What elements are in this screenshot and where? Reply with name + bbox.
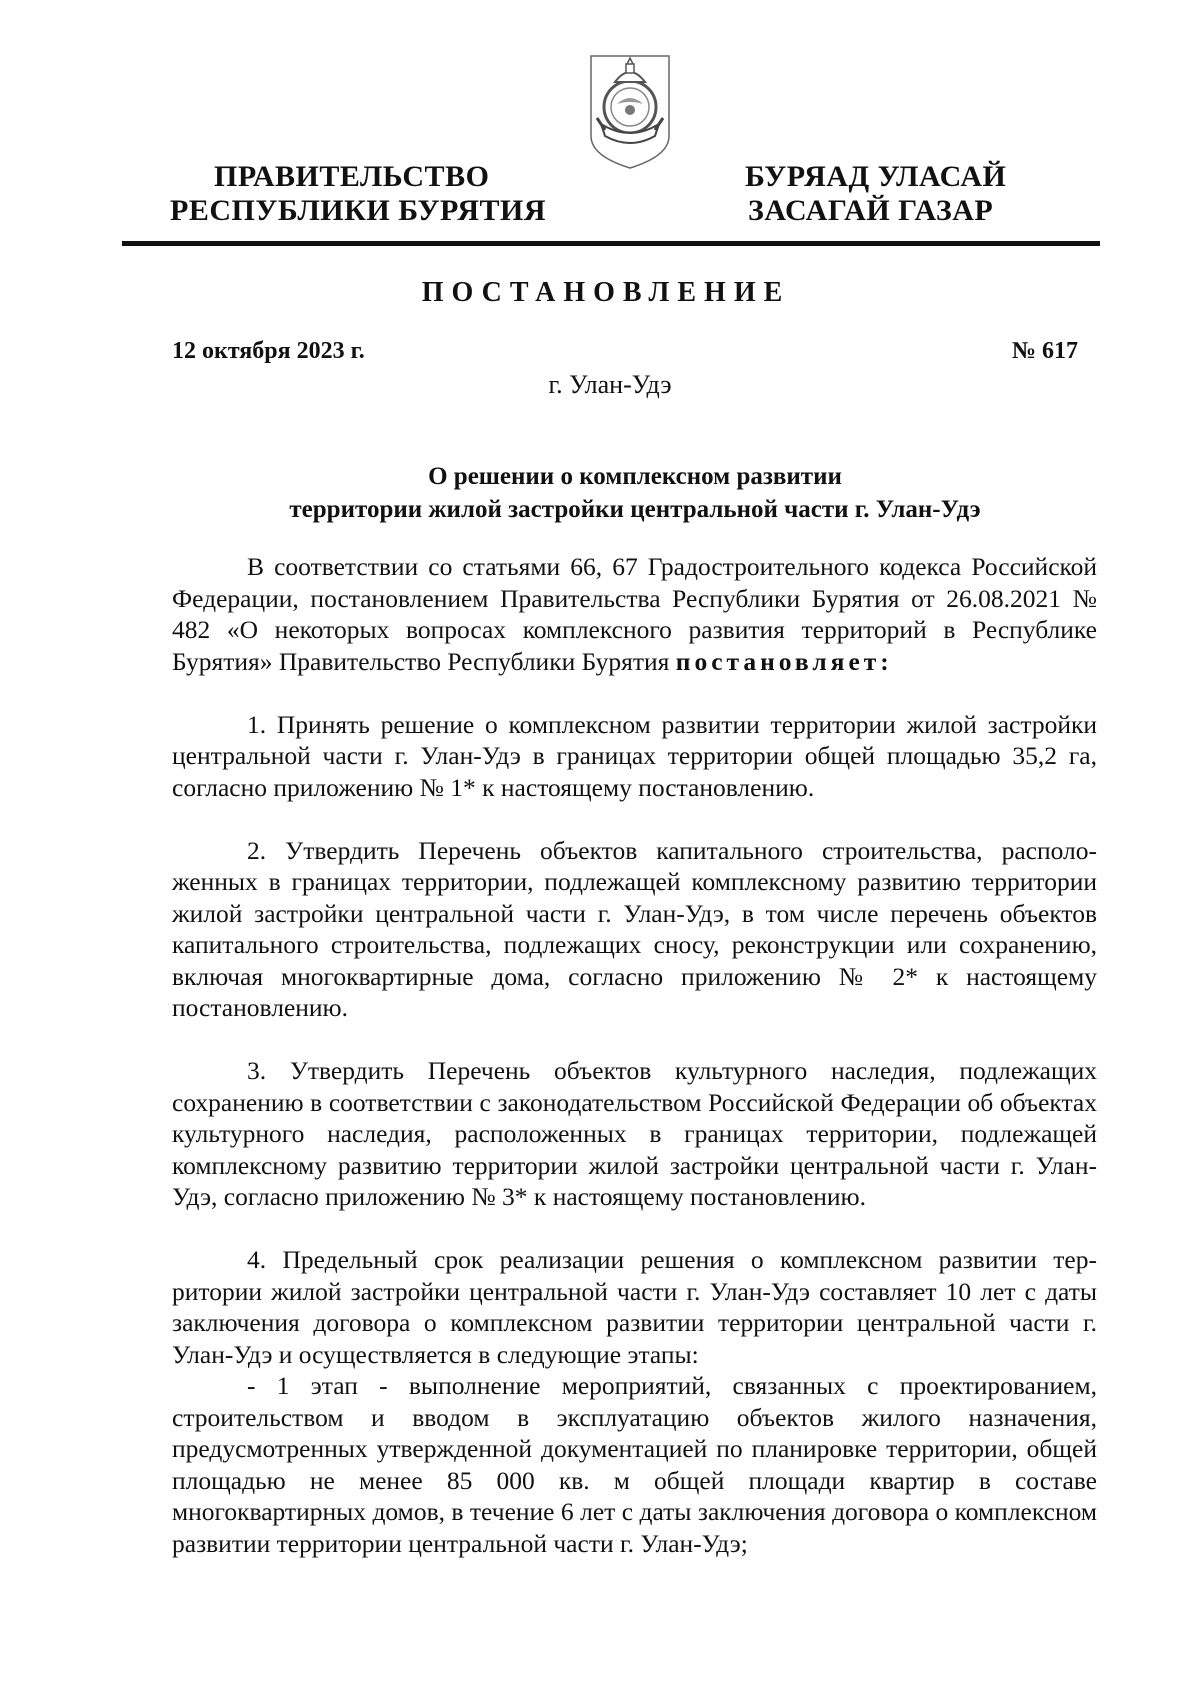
header-left-line1: ПРАВИТЕЛЬСТВО [214, 160, 490, 193]
coat-of-arms-icon [587, 52, 673, 170]
document-date: 12 октября 2023 г. [172, 338, 365, 364]
paragraph-intro [172, 551, 1097, 677]
paragraph-2: 2. Утвердить Перечень объектов капитального строительства, расположенных в границах территории, подлежащей комплексному развитию территории жилой застройки центральной части г. Улан-Удэ, в том числе перечень объектов капитального строительства, подлежащих сносу, реконструкции или сохранению, включая многоквартирные дома, согласно приложению № 2* к настоящему постановлению. [172, 835, 1097, 1022]
title-line-1: О решении о комплексном развитии [428, 463, 842, 490]
paragraph-5: - 1 этап - выполнение мероприятий, связанных с проектированием, строительством и вводом в эксплуатацию объектов жилого назначения, предусмотренных утвержденной документацией по планировке территории, общей площадью не менее 85 000 кв. м общей площади квартир в составе многоквартирных домов, в течение 6 лет с даты заключения договора о комплексном развитии территории центральной части г. Улан-Удэ; [172, 1371, 1097, 1558]
document-type: ПОСТАНОВЛЕНИЕ [421, 277, 791, 308]
paragraph-1: 1. Принять решение о комплексном развитии территории жилой застройки центральной части г. Улан-Удэ в границах территории общей площадью 35,2 га, согласно приложению № 1* к настоящему постановлению. [172, 709, 1097, 802]
header-right-line1: БУРЯАД УЛАСАЙ [745, 160, 1007, 193]
paragraph-4: 4. Предельный срок реализации решения о комплексном развитии территории жилой застройки центральной части г. Улан-Удэ составляет 10 лет с даты заключения договора о комплексном развитии территории центральной части г. Улан-Удэ и осуществляется в следующие этапы: [172, 1245, 1097, 1369]
document-city: г. Улан-Удэ [548, 370, 672, 399]
document-body [172, 551, 1097, 1559]
header-left-line2: РЕСПУБЛИКИ БУРЯТИЯ [170, 194, 547, 227]
title-line-2: территории жилой застройки центральной части г. Улан-Удэ [289, 496, 981, 523]
document-number: № 617 [1011, 338, 1078, 364]
paragraph-3: 3. Утвердить Перечень объектов культурного наследия, подлежащих сохранению в соответствии с законодательством Российской Федерации об объектах культурного наследия, расположенных в границах территории, подлежащей комплексному развитию территории жилой застройки центральной части г. Улан-Удэ, согласно приложению № 3* к настоящему постановлению. [172, 1056, 1097, 1211]
header-divider [122, 241, 1100, 246]
intro-text: В соответствии со статьями 66, 67 Градостроительного кодекса Российской Федерации, постановлением Правительства Республики Бурятия от 26.08.2021 № 482 «О некоторых вопросах комплексного развития территорий в Республике Бурятия» Правительство Республики Бурятия [172, 552, 1097, 676]
intro-emphasis: постановляет: [675, 646, 893, 676]
header-right-line2: ЗАСАГАЙ ГАЗАР [748, 194, 994, 227]
document-title [170, 460, 1100, 526]
